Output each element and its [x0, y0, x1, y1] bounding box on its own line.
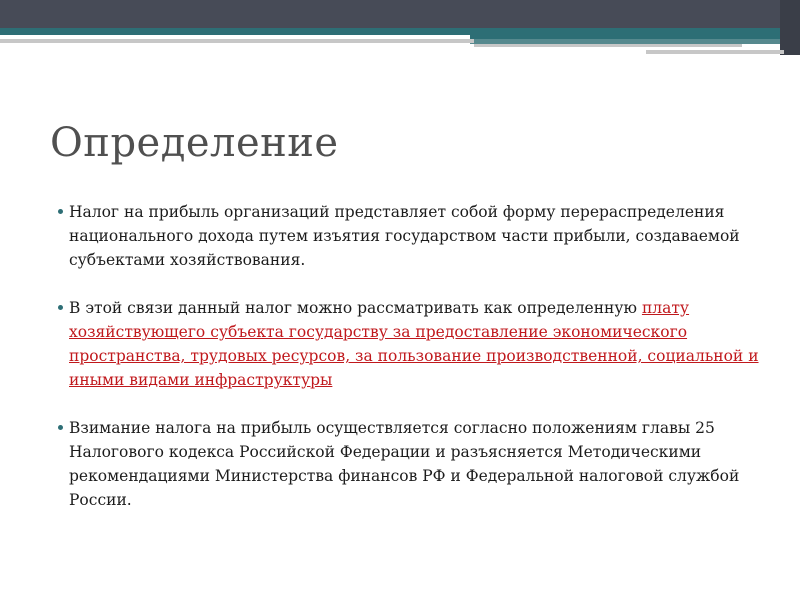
slide-title: Определение [50, 120, 339, 166]
bullet-item-3 [58, 416, 768, 512]
bullet-item-2 [58, 296, 768, 392]
bullet-text: Взимание налога на прибыль осуществляется согласно положениям главы 25 Налогового кодекса Российской Федерации и разъясняется Методическими рекомендациями Министерства финансов РФ и Федеральной налоговой службой России. [69, 419, 740, 509]
bullet-marker-icon [58, 305, 63, 310]
bullet-list [58, 200, 768, 536]
bullet-item-1 [58, 200, 768, 272]
header-gray-stripe-right [646, 50, 784, 54]
header-dark-band [0, 0, 800, 28]
header-gray-stripe-left [0, 39, 474, 43]
bullet-text: В этой связи данный налог можно рассматривать как определенную [69, 299, 642, 317]
infrastructure-payment-link[interactable]: плату хозяйствующего субъекта государству за предоставление экономического пространства, трудовых ресурсов, за пользование производственной, социальной и иными видами инфраструктуры [69, 299, 759, 389]
bullet-marker-icon [58, 209, 63, 214]
bullet-marker-icon [58, 425, 63, 430]
header-gray-stripe-middle [474, 44, 742, 47]
bullet-text: Налог на прибыль организаций представляет собой форму перераспределения национального дохода путем изъятия государством части прибыли, создаваемой субъектами хозяйствования. [69, 203, 740, 269]
header-right-edge [780, 0, 800, 55]
